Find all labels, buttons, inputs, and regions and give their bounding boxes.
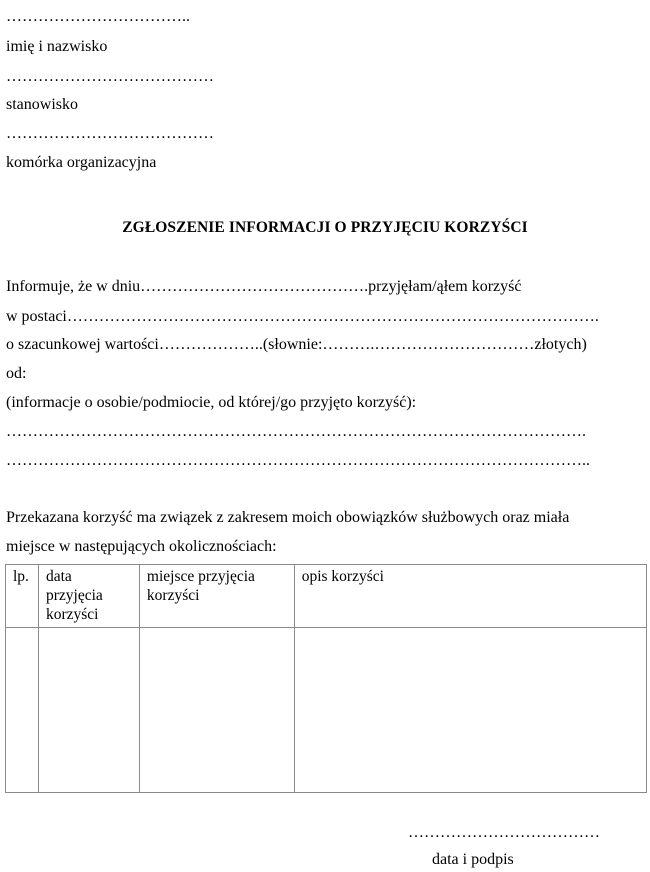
position-label: stanowisko: [6, 96, 78, 113]
source-dots-2: ………………………………………………………………………………………………..: [6, 452, 590, 469]
relation-paragraph-1: Przekazana korzyść ma związek z zakresem moich obowiązków służbowych oraz miała: [6, 509, 570, 526]
benefits-table: [5, 564, 647, 793]
col-header-place: miejsce przyjęcia korzyści: [139, 565, 294, 628]
unit-dots: …………………………………: [6, 125, 214, 142]
value-line: o szacunkowej wartości………………..(słownie:……….…………………………złotych): [6, 336, 587, 353]
col-header-date: data przyjęcia korzyści: [38, 565, 139, 628]
relation-paragraph-2: miejsce w następujących okolicznościach:: [6, 538, 277, 555]
form-line: w postaci……………………………………………………………………………………….: [6, 308, 599, 325]
from-label: od:: [6, 365, 27, 382]
table-header-row: [6, 565, 647, 628]
name-dots: ……………………………..: [6, 8, 190, 25]
document-title: ZGŁOSZENIE INFORMACJI O PRZYJĘCIU KORZYŚCI: [122, 219, 528, 236]
col-header-number: lp.: [6, 565, 39, 628]
date-line: Informuje, że w dniu…………………………………….przyjęłam/ąłem korzyść: [6, 278, 522, 295]
cell-place[interactable]: [139, 628, 294, 793]
unit-label: komórka organizacyjna: [6, 154, 157, 171]
position-dots: …………………………………: [6, 68, 214, 85]
table-row[interactable]: [6, 628, 647, 793]
cell-description[interactable]: [294, 628, 646, 793]
cell-number[interactable]: [6, 628, 39, 793]
signature-dots: ………………………………: [408, 824, 600, 841]
name-label: imię i nazwisko: [6, 38, 108, 55]
source-info-label: (informacje o osobie/podmiocie, od której/go przyjęto korzyść):: [6, 394, 417, 411]
col-header-description: opis korzyści: [294, 565, 646, 628]
cell-date[interactable]: [38, 628, 139, 793]
source-dots-1: ……………………………………………………………………………………………….: [6, 423, 586, 440]
signature-label: data i podpis: [432, 851, 514, 868]
